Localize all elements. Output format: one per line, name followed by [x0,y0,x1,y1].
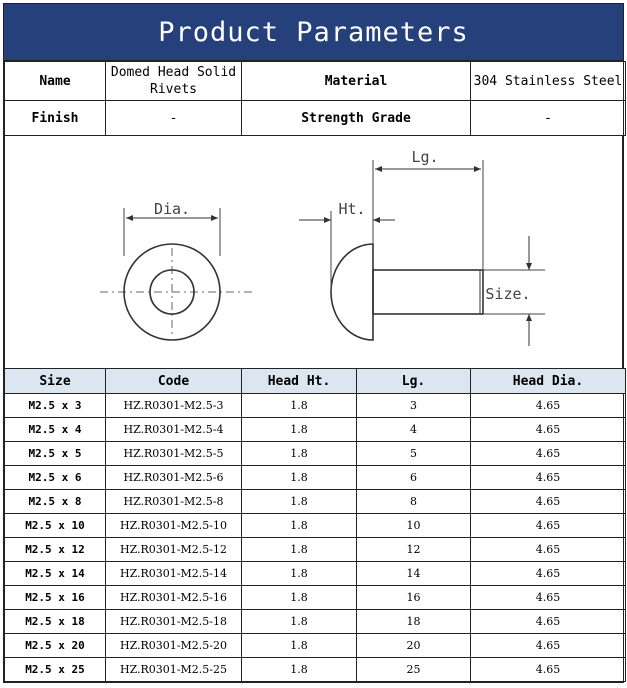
cell-head-dia: 4.65 [471,586,626,610]
material-value: 304 Stainless Steel [471,62,626,101]
finish-label: Finish [5,101,106,136]
cell-head-ht: 1.8 [242,490,357,514]
cell-head-dia: 4.65 [471,538,626,562]
cell-head-dia: 4.65 [471,418,626,442]
table-row [5,538,626,562]
rivet-drawing [4,136,623,368]
table-row [5,418,626,442]
cell-lg: 8 [357,490,471,514]
cell-size: M2.5 x 10 [5,514,106,538]
cell-lg: 25 [357,658,471,682]
page-title: Product Parameters [4,4,623,61]
cell-head-dia: 4.65 [471,514,626,538]
cell-size: M2.5 x 12 [5,538,106,562]
cell-lg: 5 [357,442,471,466]
cell-head-ht: 1.8 [242,586,357,610]
lg-label: Lg. [411,148,439,166]
col-header-size: Size [5,369,106,394]
ht-label: Ht. [338,200,366,218]
finish-value: - [106,101,242,136]
cell-head-ht: 1.8 [242,466,357,490]
cell-lg: 20 [357,634,471,658]
cell-code: HZ.R0301-M2.5-12 [106,538,242,562]
cell-head-dia: 4.65 [471,466,626,490]
cell-size: M2.5 x 20 [5,634,106,658]
size-table-header [5,369,626,394]
table-row [5,586,626,610]
cell-head-ht: 1.8 [242,514,357,538]
cell-head-ht: 1.8 [242,658,357,682]
cell-lg: 12 [357,538,471,562]
name-value: Domed Head Solid Rivets [106,62,242,101]
cell-lg: 6 [357,466,471,490]
col-header-head-dia: Head Dia. [471,369,626,394]
material-label: Material [242,62,471,101]
size-table [4,368,626,682]
table-row [5,634,626,658]
cell-code: HZ.R0301-M2.5-20 [106,634,242,658]
cell-head-dia: 4.65 [471,394,626,418]
cell-lg: 16 [357,586,471,610]
side-view [299,148,545,346]
cell-code: HZ.R0301-M2.5-3 [106,394,242,418]
grade-label: Strength Grade [242,101,471,136]
cell-lg: 14 [357,562,471,586]
cell-head-ht: 1.8 [242,418,357,442]
cell-head-ht: 1.8 [242,394,357,418]
cell-head-dia: 4.65 [471,658,626,682]
table-row [5,562,626,586]
front-view [100,200,255,340]
cell-code: HZ.R0301-M2.5-14 [106,562,242,586]
cell-head-dia: 4.65 [471,562,626,586]
product-sheet [3,3,624,683]
cell-size: M2.5 x 14 [5,562,106,586]
cell-head-dia: 4.65 [471,634,626,658]
info-row-name [5,62,626,101]
cell-size: M2.5 x 6 [5,466,106,490]
cell-code: HZ.R0301-M2.5-10 [106,514,242,538]
cell-size: M2.5 x 4 [5,418,106,442]
col-header-code: Code [106,369,242,394]
cell-head-dia: 4.65 [471,610,626,634]
cell-head-ht: 1.8 [242,610,357,634]
cell-head-ht: 1.8 [242,562,357,586]
col-header-head-ht: Head Ht. [242,369,357,394]
cell-size: M2.5 x 3 [5,394,106,418]
cell-code: HZ.R0301-M2.5-25 [106,658,242,682]
table-row [5,442,626,466]
cell-size: M2.5 x 18 [5,610,106,634]
cell-lg: 3 [357,394,471,418]
size-label: Size. [485,285,531,303]
table-row [5,658,626,682]
cell-lg: 10 [357,514,471,538]
col-header-lg: Lg. [357,369,471,394]
cell-size: M2.5 x 16 [5,586,106,610]
cell-code: HZ.R0301-M2.5-4 [106,418,242,442]
name-label: Name [5,62,106,101]
table-row [5,490,626,514]
cell-code: HZ.R0301-M2.5-18 [106,610,242,634]
rivet-dome-head [331,244,373,340]
cell-code: HZ.R0301-M2.5-8 [106,490,242,514]
cell-head-ht: 1.8 [242,442,357,466]
info-table [4,61,626,136]
cell-head-ht: 1.8 [242,634,357,658]
cell-head-dia: 4.65 [471,490,626,514]
grade-value: - [471,101,626,136]
info-row-finish [5,101,626,136]
cell-code: HZ.R0301-M2.5-6 [106,466,242,490]
cell-head-ht: 1.8 [242,538,357,562]
cell-code: HZ.R0301-M2.5-16 [106,586,242,610]
rivet-shank [373,270,483,314]
cell-size: M2.5 x 8 [5,490,106,514]
rivet-drawing-svg [5,136,624,368]
table-row [5,514,626,538]
cell-lg: 4 [357,418,471,442]
cell-lg: 18 [357,610,471,634]
cell-code: HZ.R0301-M2.5-5 [106,442,242,466]
cell-head-dia: 4.65 [471,442,626,466]
dia-label: Dia. [153,200,191,218]
table-row [5,466,626,490]
cell-size: M2.5 x 5 [5,442,106,466]
cell-size: M2.5 x 25 [5,658,106,682]
table-row [5,610,626,634]
table-row [5,394,626,418]
